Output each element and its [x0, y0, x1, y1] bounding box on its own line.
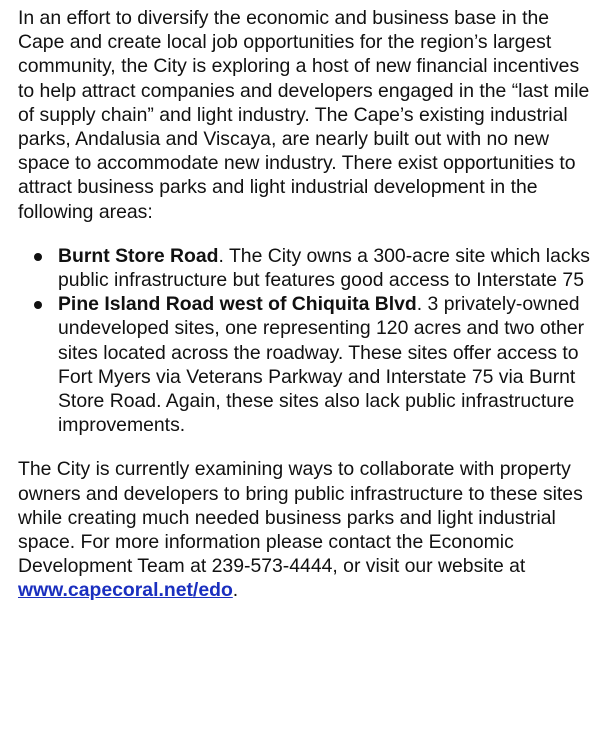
area-description: . 3 privately-owned undeveloped sites, one representing 120 acres and two other sites located across the roadway. These sites offer access to Fort Myers via Veterans Parkway and Interstate 75 via Burnt Store Road. Again, these sites also lack public infrastructure improvements.	[58, 293, 585, 437]
website-link[interactable]: www.capecoral.net/edo	[18, 579, 233, 602]
closing-text: The City is currently examining ways to collaborate with property owners and developers to bring public infrastructure to these sites while creating much needed business parks and light industrial space. For more information please contact the Economic Development Team at 239-573-4444, or visit our website at	[18, 458, 583, 578]
closing-paragraph	[18, 457, 592, 602]
intro-paragraph: In an effort to diversify the economic and business base in the Cape and create local job opportunities for the region’s largest community, the City is exploring a host of new financial incentives to help attract companies and developers engaged in the “last mile of supply chain” and light industry. The Cape’s existing industrial parks, Andalusia and Viscaya, are nearly built out with no new space to accommodate new industry. There exist opportunities to attract business parks and light industrial development in the following areas:	[18, 7, 590, 223]
bullet-icon	[34, 253, 42, 261]
closing-period: .	[232, 579, 239, 602]
bullet-icon	[34, 301, 42, 309]
development-areas-list	[18, 244, 592, 438]
area-title: Pine Island Road west of Chiquita Blvd	[58, 293, 417, 316]
area-description: . The City owns a 300-acre site which lacks public infrastructure but features good access to Interstate 75	[58, 244, 590, 292]
list-item-burnt-store-road	[58, 244, 592, 292]
document-body	[18, 6, 592, 603]
list-item-pine-island-road	[58, 292, 592, 437]
area-title: Burnt Store Road	[58, 244, 219, 267]
